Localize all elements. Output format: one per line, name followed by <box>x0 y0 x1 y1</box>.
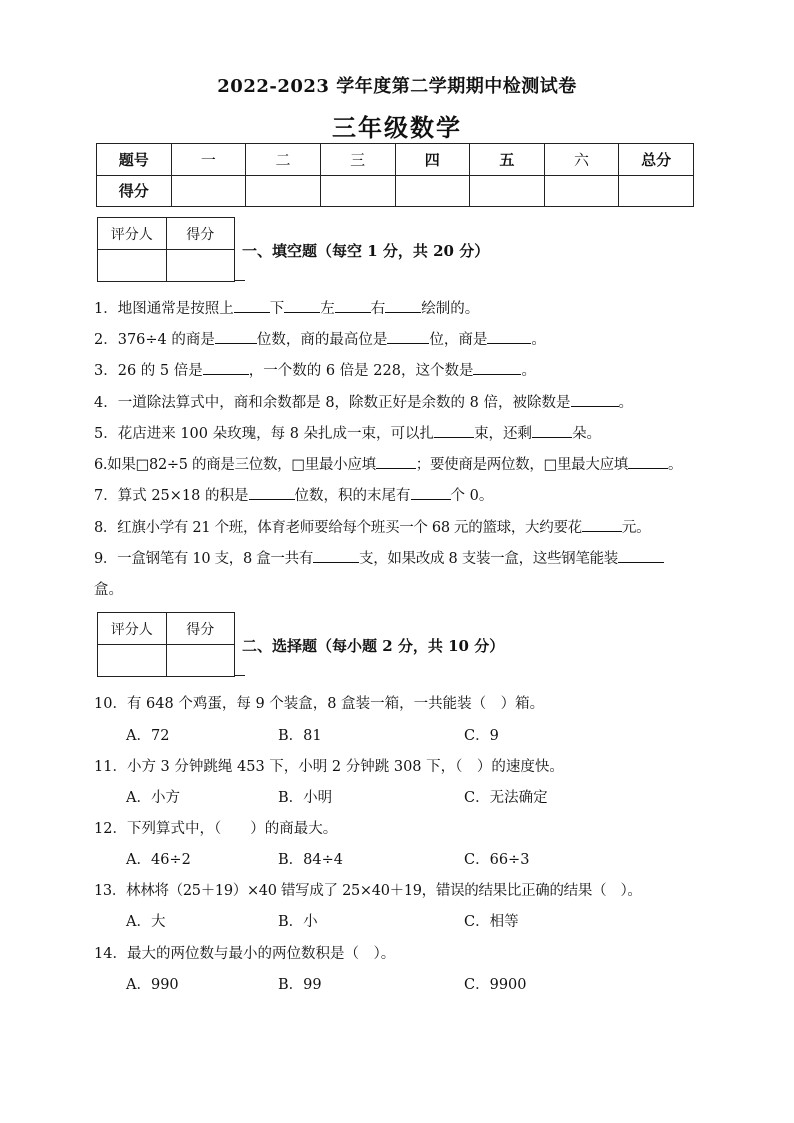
section-divider <box>235 675 245 676</box>
exam-title: 2022-2023 学年度第二学期期中检测试卷 <box>217 76 577 97</box>
grader-input-cell[interactable] <box>98 250 167 282</box>
score-cell: 五 <box>470 144 545 176</box>
answer-blank[interactable] <box>532 423 572 438</box>
option-b[interactable]: B．小 <box>278 914 318 930</box>
question-11: 11．小方 3 分钟跳绳 453 下，小明 2 分钟跳 308 下，（ ）的速度快。 <box>94 759 564 775</box>
answer-blank[interactable] <box>335 298 371 313</box>
option-a[interactable]: A．990 <box>126 977 179 993</box>
score-cell: 总分 <box>619 144 694 176</box>
score-input-cell[interactable] <box>320 175 395 207</box>
answer-blank[interactable] <box>628 454 668 469</box>
score-cell: 一 <box>171 144 246 176</box>
option-c[interactable]: C．9 <box>464 728 499 744</box>
question-10: 10．有 648 个鸡蛋，每 9 个装盒，8 盒装一箱，一共能装（ ）箱。 <box>94 696 545 712</box>
option-a[interactable]: A．小方 <box>126 790 180 806</box>
question-1: 1．地图通常是按照上 下 左 右 绘制的。 <box>94 297 479 318</box>
score-input-cell[interactable] <box>619 175 694 207</box>
option-c[interactable]: C．相等 <box>464 914 519 930</box>
question-12: 12．下列算式中，（ ）的商最大。 <box>94 821 338 837</box>
score-cell: 三 <box>320 144 395 176</box>
score-label: 得分 <box>166 613 235 645</box>
answer-blank[interactable] <box>234 298 270 313</box>
answer-blank[interactable] <box>203 360 249 375</box>
score-input-cell[interactable] <box>544 175 619 207</box>
score-input-cell[interactable] <box>166 250 235 282</box>
question-14: 14．最大的两位数与最小的两位数积是（ ）。 <box>94 946 396 962</box>
answer-blank[interactable] <box>249 485 295 500</box>
question-7: 7．算式 25×18 的积是 位数，积的末尾有 个 0。 <box>94 484 493 505</box>
answer-blank[interactable] <box>215 329 257 344</box>
answer-blank[interactable] <box>284 298 320 313</box>
score-label: 得分 <box>166 218 235 250</box>
section-1-title: 一、填空题（每空 1 分，共 20 分） <box>242 242 490 260</box>
option-c[interactable]: C．无法确定 <box>464 790 548 806</box>
answer-blank[interactable] <box>376 454 416 469</box>
question-6: 6.如果□82÷5 的商是三位数，□里最小应填 ；要使商是两位数，□里最大应填 。 <box>94 453 682 474</box>
question-8: 8．红旗小学有 21 个班，体育老师要给每个班买一个 68 元的篮球，大约要花 元。 <box>94 516 650 537</box>
option-c[interactable]: C．66÷3 <box>464 852 530 868</box>
question-9-continued: 盒。 <box>94 582 123 598</box>
score-input-cell[interactable] <box>395 175 470 207</box>
score-table-header-row <box>97 144 694 176</box>
answer-blank[interactable] <box>411 485 451 500</box>
score-input-cell[interactable] <box>171 175 246 207</box>
question-4: 4．一道除法算式中，商和余数都是 8，除数正好是余数的 8 倍，被除数是 。 <box>94 391 633 412</box>
answer-blank[interactable] <box>618 548 664 563</box>
score-input-cell[interactable] <box>166 645 235 677</box>
grader-box-section-1 <box>97 217 235 282</box>
grader-input-cell[interactable] <box>98 645 167 677</box>
score-cell: 二 <box>246 144 321 176</box>
answer-blank[interactable] <box>387 329 429 344</box>
answer-blank[interactable] <box>385 298 421 313</box>
question-13: 13．林林将（25＋19）×40 错写成了 25×40＋19，错误的结果比正确的结果（ ）。 <box>94 883 642 899</box>
answer-blank[interactable] <box>571 392 619 407</box>
question-3: 3．26 的 5 倍是 ，一个数的 6 倍是 228，这个数是 。 <box>94 359 536 380</box>
exam-subtitle: 三年级数学 <box>332 113 462 142</box>
option-b[interactable]: B．小明 <box>278 790 333 806</box>
question-5: 5．花店进来 100 朵玫瑰，每 8 朵扎成一束，可以扎 束，还剩 朵。 <box>94 422 601 443</box>
answer-blank[interactable] <box>487 329 531 344</box>
option-a[interactable]: A．46÷2 <box>126 852 191 868</box>
score-table <box>96 143 694 207</box>
option-b[interactable]: B．84÷4 <box>278 852 343 868</box>
score-table-score-row <box>97 175 694 207</box>
section-divider <box>235 280 245 281</box>
score-cell: 题号 <box>97 144 172 176</box>
option-a[interactable]: A．大 <box>126 914 166 930</box>
score-input-cell[interactable] <box>246 175 321 207</box>
option-b[interactable]: B．99 <box>278 977 322 993</box>
answer-blank[interactable] <box>582 517 622 532</box>
question-2: 2．376÷4 的商是 位数，商的最高位是 位，商是 。 <box>94 328 546 349</box>
score-input-cell[interactable] <box>470 175 545 207</box>
answer-blank[interactable] <box>473 360 521 375</box>
option-c[interactable]: C．9900 <box>464 977 527 993</box>
grader-label: 评分人 <box>98 218 167 250</box>
question-9: 9．一盒钢笔有 10 支，8 盒一共有 支，如果改成 8 支装一盒，这些钢笔能装 <box>94 547 664 568</box>
score-row-label: 得分 <box>97 175 172 207</box>
section-2-title: 二、选择题（每小题 2 分，共 10 分） <box>242 637 505 655</box>
option-b[interactable]: B．81 <box>278 728 322 744</box>
score-cell: 四 <box>395 144 470 176</box>
answer-blank[interactable] <box>313 548 359 563</box>
grader-label: 评分人 <box>98 613 167 645</box>
option-a[interactable]: A．72 <box>126 728 170 744</box>
grader-box-section-2 <box>97 612 235 677</box>
score-cell: 六 <box>544 144 619 176</box>
answer-blank[interactable] <box>434 423 474 438</box>
